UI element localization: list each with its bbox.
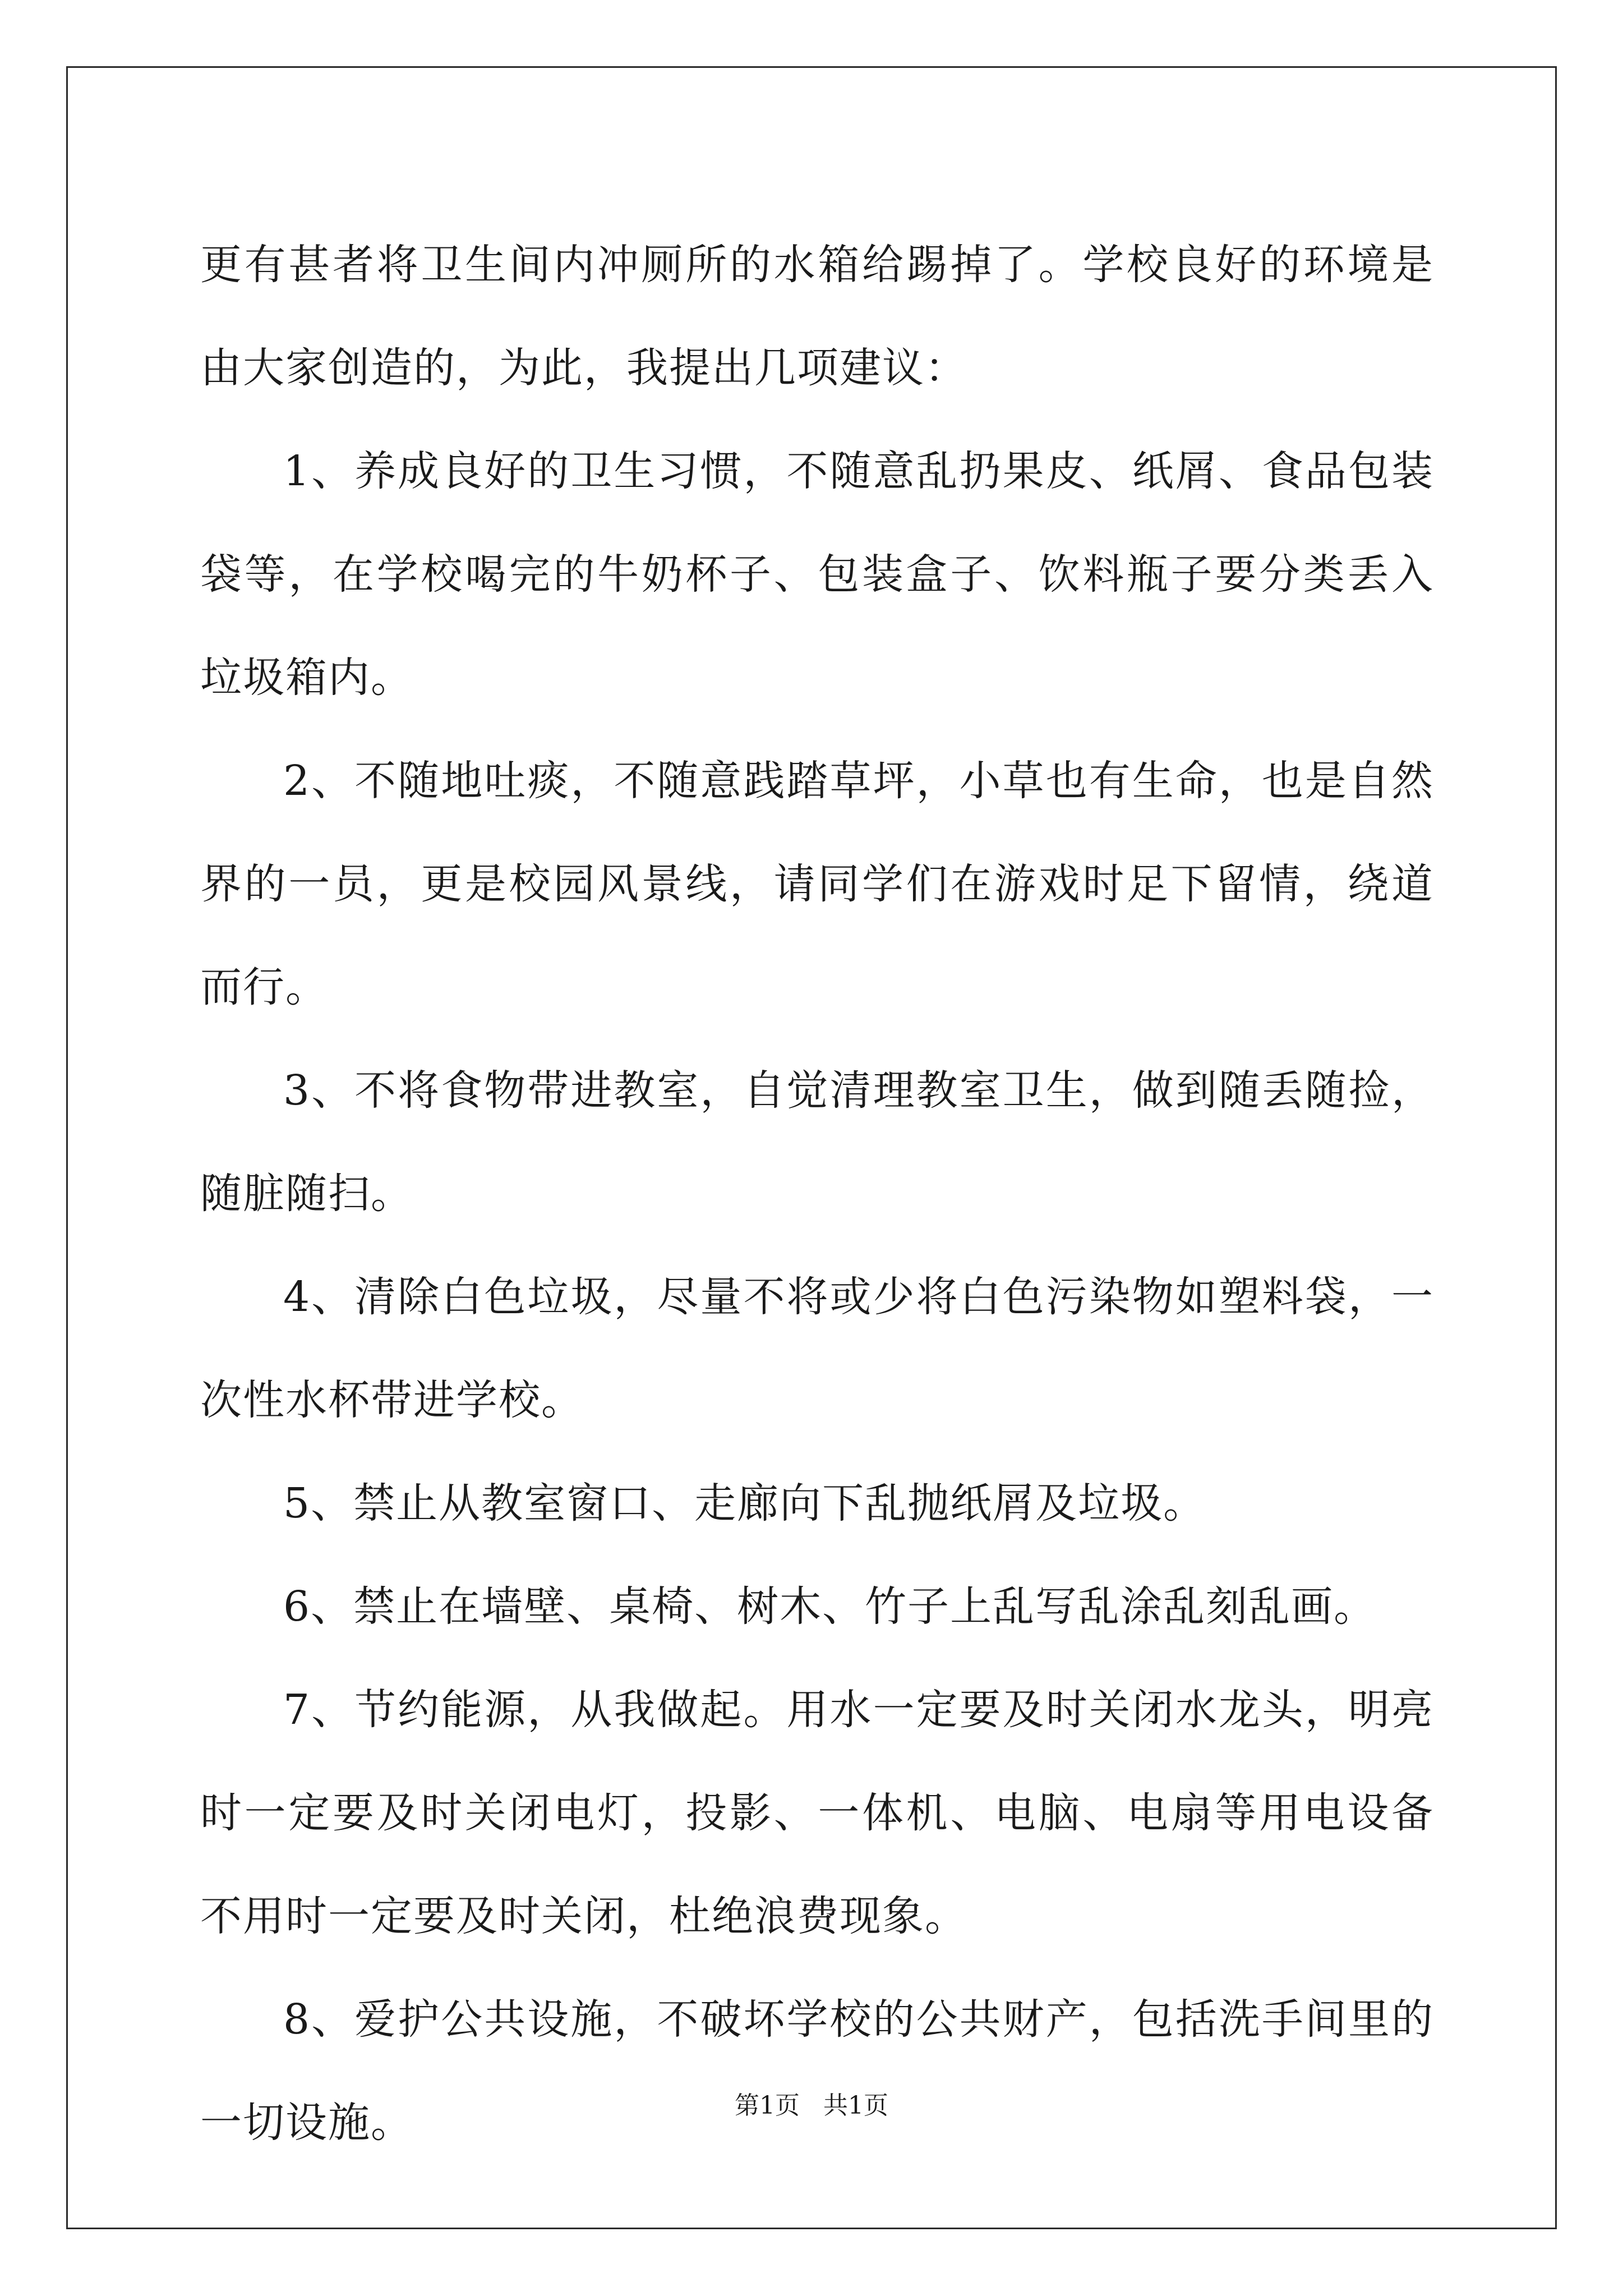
suggestion-4: 4、清除白色垃圾，尽量不将或少将白色污染物如塑料袋，一次性水杯带进学校。 <box>200 1273 1434 1424</box>
suggestion-5: 5、禁止从教室窗口、走廊向下乱抛纸屑及垃圾。 <box>283 1479 1206 1527</box>
paragraph-continuation: 更有甚者将卫生间内冲厕所的水箱给踢掉了。学校良好的环境是由大家创造的，为此，我提出几项建议： <box>200 241 1434 392</box>
page-number-total: 共1页 <box>823 2091 888 2120</box>
page-footer <box>0 2089 1623 2123</box>
suggestion-6: 6、禁止在墙壁、桌椅、树木、竹子上乱写乱涂乱刻乱画。 <box>283 1582 1377 1631</box>
suggestion-8: 8、爱护公共设施，不破坏学校的公共财产，包括洗手间里的一切设施。 <box>200 1995 1434 2147</box>
suggestion-3: 3、不将食物带进教室，自觉清理教室卫生，做到随丢随捡，随脏随扫。 <box>200 1066 1434 1218</box>
suggestion-7: 7、节约能源，从我做起。用水一定要及时关闭水龙头，明亮时一定要及时关闭电灯，投影、一体机、电脑、电扇等用电设备不用时一定要及时关闭，杜绝浪费现象。 <box>200 1686 1434 1940</box>
suggestion-2: 2、不随地吐痰，不随意践踏草坪，小草也有生命，也是自然界的一员，更是校园风景线，请同学们在游戏时足下留情，绕道而行。 <box>200 757 1434 1011</box>
suggestion-1: 1、养成良好的卫生习惯，不随意乱扔果皮、纸屑、食品包装袋等，在学校喝完的牛奶杯子、包装盒子、饮料瓶子要分类丢入垃圾箱内。 <box>200 447 1434 702</box>
document-body <box>200 213 1434 2174</box>
page-number-current: 第1页 <box>735 2091 800 2120</box>
